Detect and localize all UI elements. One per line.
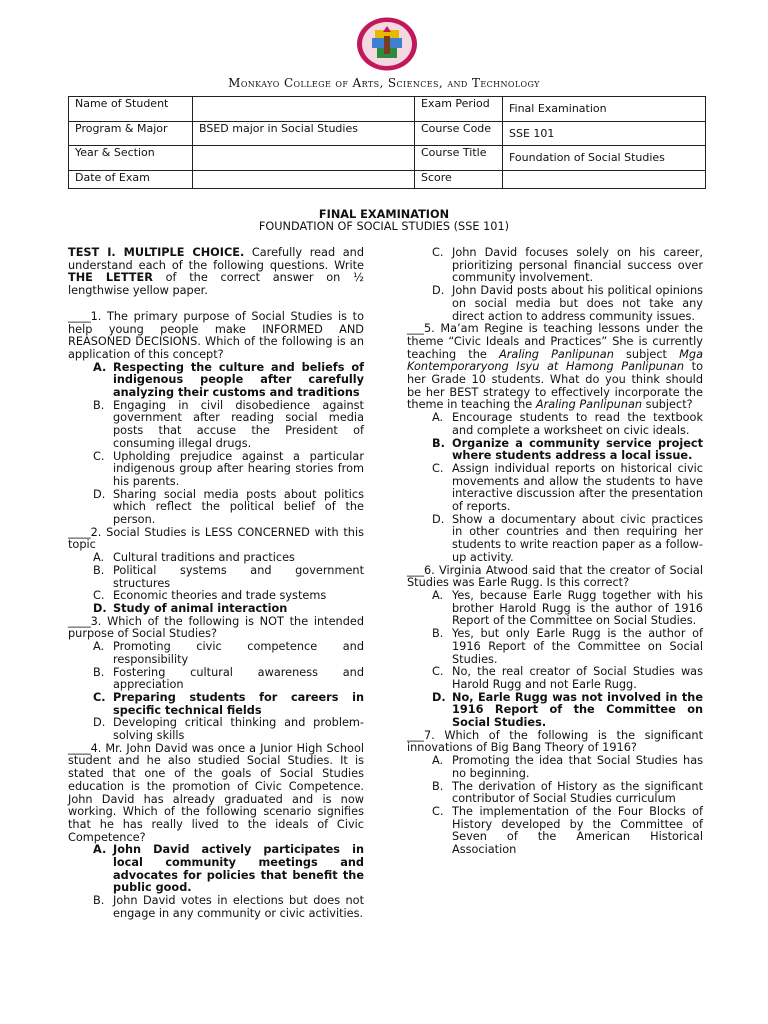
course-code-label: Course Code bbox=[415, 121, 503, 146]
q5-option-c[interactable]: C. Assign individual reports on historical civic movements and allow the students to have interactive discussion after the presentation of reports. bbox=[432, 461, 703, 514]
score-label: Score bbox=[415, 170, 503, 188]
q4-option-c[interactable]: C. John David focuses solely on his career, prioritizing personal financial success over community involvement. bbox=[432, 246, 703, 285]
question-2-options bbox=[68, 552, 364, 616]
score-value[interactable] bbox=[503, 170, 706, 188]
school-name: Monkayo College of Arts, Sciences, and Technology bbox=[228, 76, 540, 90]
exam-subtitle: FOUNDATION OF SOCIAL STUDIES (SSE 101) bbox=[258, 220, 510, 233]
q6-option-d[interactable]: D. No, Earle Rugg was not involved in the 1916 Report of the Committee on Social Studies. bbox=[432, 690, 703, 730]
q5-option-b[interactable]: B. Organize a community service project where students address a local issue. bbox=[432, 436, 703, 463]
q3-option-b[interactable]: B. Fostering cultural awareness and appreciation bbox=[93, 665, 364, 692]
student-info-table bbox=[68, 96, 706, 189]
q6-option-b[interactable]: B. Yes, but only Earle Rugg is the author of 1916 Report of the Committee on Social Studies. bbox=[432, 627, 703, 666]
question-2-stem: ____2. Social Studies is LESS CONCERNED with this topic bbox=[68, 525, 364, 552]
q3-option-a[interactable]: A. Promoting civic competence and responsibility bbox=[93, 640, 364, 666]
info-row-date bbox=[69, 170, 706, 188]
q2-option-b[interactable]: B. Political systems and government structures bbox=[93, 563, 364, 590]
q7-option-c[interactable]: C. The implementation of the Four Blocks of History developed by the Committee of Seven of the American Historical Association bbox=[432, 804, 703, 857]
left-column bbox=[68, 247, 364, 921]
q6-option-c[interactable]: C. No, the real creator of Social Studies was Harold Rugg and not Earle Rugg. bbox=[432, 665, 703, 691]
question-6-stem: ___6. Virginia Atwood said that the creator of Social Studies was Earle Rugg. Is this correct? bbox=[407, 563, 703, 590]
college-seal-logo bbox=[355, 16, 419, 72]
course-title-label: Course Title bbox=[415, 146, 503, 171]
info-row-program bbox=[69, 121, 706, 146]
year-value[interactable] bbox=[193, 146, 415, 171]
question-1-options bbox=[68, 362, 364, 527]
question-5-stem: ___5. Ma’am Regine is teaching lessons under the theme “Civic Ideals and Practices” She is currently teaching the Araling Panlipunan subject Mga Kontemporaryong Isyu at Hamong Panlipunan to her Grade 10 students. What do you think should be her BEST strategy to effectively incorporate the theme in teaching the Araling Panlipunan subject? bbox=[407, 322, 704, 412]
program-label: Program & Major bbox=[69, 121, 193, 146]
course-title-value: Foundation of Social Studies bbox=[503, 146, 706, 171]
instructions-text-1: Carefully read and understand each of the following questions. Write bbox=[68, 246, 364, 272]
q2-option-c[interactable]: C. Economic theories and trade systems bbox=[93, 589, 327, 603]
exam-title: FINAL EXAMINATION bbox=[318, 208, 450, 221]
course-code-value: SSE 101 bbox=[503, 121, 706, 146]
instructions bbox=[68, 247, 364, 298]
q5-option-a[interactable]: A. Encourage students to read the textbook and complete a worksheet on civic ideals. bbox=[432, 411, 703, 437]
right-column bbox=[407, 247, 703, 857]
q7-option-b[interactable]: B. The derivation of History as the significant contributor of Social Studies curriculum bbox=[432, 779, 703, 806]
question-7-options bbox=[407, 755, 703, 857]
exam-period-value: Final Examination bbox=[503, 97, 706, 122]
q1-option-a[interactable]: A. Respecting the culture and beliefs of indigenous people after carefully analyzing their customs and traditions bbox=[93, 360, 364, 400]
exam-period-label: Exam Period bbox=[415, 97, 503, 122]
q7-option-a[interactable]: A. Promoting the idea that Social Studies has no beginning. bbox=[432, 754, 703, 780]
q2-option-a[interactable]: A. Cultural traditions and practices bbox=[93, 551, 295, 565]
instructions-text-2: of the correct answer on ½ lengthwise yellow paper. bbox=[68, 271, 364, 298]
q6-option-a[interactable]: A. Yes, because Earle Rugg together with his brother Harold Rugg is the author of 1916 Report of the Committee on Social Studies. bbox=[432, 588, 703, 628]
q4-option-b[interactable]: B. John David votes in elections but does not engage in any community or civic activities. bbox=[93, 894, 364, 920]
test-label: TEST I. MULTIPLE CHOICE. bbox=[68, 246, 245, 259]
question-7-stem: ___7. Which of the following is the significant innovations of Big Bang Theory of 1916? bbox=[407, 728, 703, 755]
instructions-bold: THE LETTER bbox=[68, 271, 153, 285]
info-row-year bbox=[69, 146, 706, 171]
question-5-options bbox=[407, 412, 703, 564]
question-4-options bbox=[68, 844, 364, 920]
date-value[interactable] bbox=[193, 170, 415, 188]
question-4-options-continued bbox=[407, 247, 703, 323]
q5-option-d[interactable]: D. Show a documentary about civic practices in other countries and then requiring her students to write reaction paper as a follow-up activity. bbox=[432, 512, 703, 564]
info-row-name bbox=[69, 97, 706, 122]
question-6-options bbox=[407, 590, 703, 730]
q1-option-b[interactable]: B. Engaging in civil disobedience against government after reading social media posts that accuse the President of consuming illegal drugs. bbox=[93, 398, 364, 450]
question-1-stem: ____1. The primary purpose of Social Studies is to help young people make INFORMED AND REASONED DECISIONS. Which of the following is an application of this concept? bbox=[68, 309, 364, 361]
question-3-options bbox=[68, 641, 364, 743]
q4-option-a[interactable]: A. John David actively participates in local community meetings and advocates for policies that benefit the public good. bbox=[93, 843, 364, 895]
question-3-stem: ____3. Which of the following is NOT the intended purpose of Social Studies? bbox=[68, 614, 364, 641]
q1-option-c[interactable]: C. Upholding prejudice against a particular indigenous group after hearing stories from his parents. bbox=[93, 449, 364, 488]
question-4-stem: ____4. Mr. John David was once a Junior High School student and he also studied Social Studies. It is stated that one of the goals of Social Studies education is the promotion of Civic Competence. John David has already graduated and is now working. Which of the following scenario signifies that he has really lived to the ideals of Civic Competence? bbox=[68, 741, 364, 844]
q3-option-d[interactable]: D. Developing critical thinking and problem-solving skills bbox=[93, 716, 364, 743]
q3-option-c[interactable]: C. Preparing students for careers in specific technical fields bbox=[93, 690, 364, 717]
q2-option-d[interactable]: D. Study of animal interaction bbox=[93, 601, 288, 615]
program-value: BSED major in Social Studies bbox=[193, 121, 415, 146]
name-label: Name of Student bbox=[69, 97, 193, 122]
name-value[interactable] bbox=[193, 97, 415, 122]
q1-option-d[interactable]: D. Sharing social media posts about politics which reflect the political belief of the person. bbox=[93, 487, 364, 527]
date-label: Date of Exam bbox=[69, 170, 193, 188]
q4-option-d[interactable]: D. John David posts about his political opinions on social media but does not take any direct action to address community issues. bbox=[432, 284, 703, 323]
year-label: Year & Section bbox=[69, 146, 193, 171]
